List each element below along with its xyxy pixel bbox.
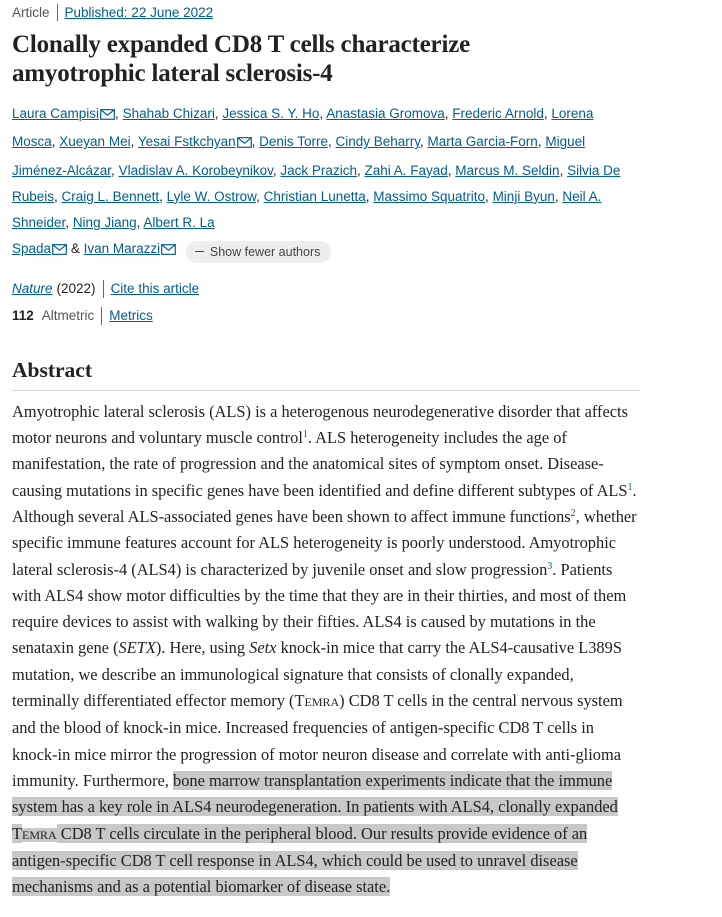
abstract-text xyxy=(12,399,640,901)
author-list: Laura Campisi , Shahab Chizari, Jessica S. Y. Ho, Anastasia Gromova, Frederic Arnold, Lorena Mosca, Xueyan Mei, Yesai Fstkchyan , Denis Torre, Cindy Beharry, Marta Garcia-Forn, Miguel Jiménez-Alcázar, Vladislav A. Korobeynikov, Jack Prazich, Zahi A. Fayad, Marcus M. Seldin, Silvia De Rubeis, Craig L. Bennett, Lyle W. Ostrow, Christian Lunetta, Massimo Squatrito, Minji Byun, Neil A. Shneider, Ning Jiang, Albert R. La Spada & Ivan Marazzi Show fewer authors xyxy=(12,101,640,265)
abstract-segment: . ALS heterogeneity includes the age of manifestation, the rate of progression and the anatomical sites of symptom onset. Disease-causing mutations in specific genes have been identified and define different subtypes of ALS xyxy=(12,428,628,500)
author-link[interactable]: Massimo Squatrito xyxy=(373,188,486,204)
minus-icon xyxy=(195,251,204,253)
author-link[interactable]: Denis Torre xyxy=(259,134,328,150)
author-link[interactable]: Frederic Arnold xyxy=(452,106,544,121)
author-link[interactable]: Marcus M. Seldin xyxy=(455,162,560,178)
title-line-2: amyotrophic lateral sclerosis-4 xyxy=(12,60,333,87)
author-link[interactable]: Xueyan Mei xyxy=(59,134,131,150)
abstract-segment: ) CD8 T cells in the central nervous system and the blood of knock-in mice. Increased frequencies of antigen-specific CD8 T cells in knock-in mice mirror the progression of motor neuron disease and correlate with anti-glioma immunity. Furthermore, xyxy=(12,691,623,790)
highlighted-text[interactable]: CD8 T cells circulate in the peripheral blood. Our results provide evidence of an antigen-specific CD8 T cell response in ALS4, which could be used to unravel disease mechanisms and as a potential biomarker of disease state. xyxy=(12,823,588,897)
email-icon[interactable] xyxy=(52,238,67,264)
email-icon[interactable] xyxy=(161,238,176,264)
author-link[interactable]: Jessica S. Y. Ho xyxy=(222,106,320,121)
author-link[interactable]: Jack Prazich xyxy=(280,162,357,178)
author-link[interactable]: Anastasia Gromova xyxy=(326,106,445,121)
metrics-divider xyxy=(101,307,102,325)
publication-year: (2022) xyxy=(56,281,96,297)
author-link[interactable]: Zahi A. Fayad xyxy=(364,162,448,178)
ampersand: & xyxy=(70,241,80,257)
reference-link[interactable]: 1 xyxy=(627,481,633,493)
show-fewer-authors-button[interactable] xyxy=(186,241,331,263)
altmetric-label: Altmetric xyxy=(41,308,95,324)
highlighted-text[interactable]: bone marrow transplantation experiments indicate that the immune system has a key role in ALS4 neurodegeneration. In patients with ALS4, clonally expanded T xyxy=(12,770,618,843)
author-link[interactable]: Shahab Chizari xyxy=(122,106,215,121)
author-link[interactable]: Vladislav A. Korobeynikov xyxy=(118,162,273,178)
author-link[interactable]: Marta Garcia-Forn xyxy=(427,134,538,150)
author-link[interactable]: Yesai Fstkchyan xyxy=(137,134,236,150)
email-icon[interactable] xyxy=(100,103,115,129)
abstract-segment: , whether specific immune features account for ALS heterogeneity is poorly understood. Amyotrophic lateral sclerosis-4 (ALS4) is characterized by juvenile onset and slow progression xyxy=(12,506,637,579)
metrics-link[interactable]: Metrics xyxy=(109,308,153,324)
gene-name: SETX xyxy=(118,638,156,658)
article-type: Article xyxy=(12,4,50,20)
article-page xyxy=(12,0,640,917)
metrics-row xyxy=(12,307,640,325)
journal-link[interactable]: Nature xyxy=(12,281,53,297)
abstract-segment: Amyotrophic lateral sclerosis (ALS) is a heterogenous neurodegenerative disorder that affects motor neurons and voluntary muscle control xyxy=(12,401,628,448)
author-link[interactable]: Christian Lunetta xyxy=(263,188,366,204)
author-link[interactable]: Silvia De Rubeis xyxy=(12,162,621,204)
gene-name: Setx xyxy=(249,638,277,658)
author-link[interactable]: Miguel Jiménez-Alcázar xyxy=(12,134,586,178)
citation-row xyxy=(12,280,640,298)
author-link[interactable]: Lorena Mosca xyxy=(12,106,594,150)
abstract-heading: Abstract xyxy=(12,358,640,391)
reference-link[interactable]: 3 xyxy=(547,560,553,572)
abstract-segment: . Patients with ALS4 show motor difficulties by the time that they are in their thirties, and most of them require devices to assist with walking by their fifties. ALS4 is caused by mutations in the senataxin gene ( xyxy=(12,559,627,658)
abstract-segment: knock-in mice that carry the ALS4-causative L389S mutation, we describe an immunological signature that consists of clonally expanded, terminally differentiated effector memory (T xyxy=(12,638,622,711)
author-link[interactable]: Ning Jiang xyxy=(72,215,137,231)
article-meta xyxy=(12,4,640,20)
show-fewer-label: Show fewer authors xyxy=(209,244,321,259)
reference-link[interactable]: 1 xyxy=(302,429,308,441)
author-link[interactable]: Laura Campisi xyxy=(12,106,100,121)
author-link[interactable]: Craig L. Bennett xyxy=(61,188,160,204)
author-link[interactable]: Neil A. Shneider xyxy=(12,188,602,231)
article-title xyxy=(12,30,640,88)
cite-this-article-link[interactable]: Cite this article xyxy=(110,281,200,297)
author-link[interactable]: Spada xyxy=(12,241,52,257)
author-link[interactable]: Ivan Marazzi xyxy=(83,241,161,257)
published-date-link[interactable]: Published: 22 June 2022 xyxy=(64,4,214,20)
email-icon[interactable] xyxy=(237,131,252,157)
reference-link[interactable]: 2 xyxy=(570,507,576,519)
subscript-emra[interactable]: EMRA xyxy=(22,827,57,842)
author-link[interactable]: Minji Byun xyxy=(492,188,555,204)
abstract-segment: ). Here, using xyxy=(155,638,250,658)
title-line-1: Clonally expanded CD8 T cells characterize xyxy=(12,31,470,58)
abstract-segment: . Although several ALS-associated genes have been shown to affect immune functions xyxy=(12,480,637,526)
author-link[interactable]: Lyle W. Ostrow xyxy=(166,188,257,204)
meta-divider xyxy=(57,4,58,21)
altmetric-count: 112 xyxy=(12,308,34,324)
author-link[interactable]: Cindy Beharry xyxy=(335,134,421,150)
author-link[interactable]: Albert R. La xyxy=(143,215,215,231)
citation-divider xyxy=(103,280,104,298)
subscript-emra: EMRA xyxy=(304,695,340,710)
